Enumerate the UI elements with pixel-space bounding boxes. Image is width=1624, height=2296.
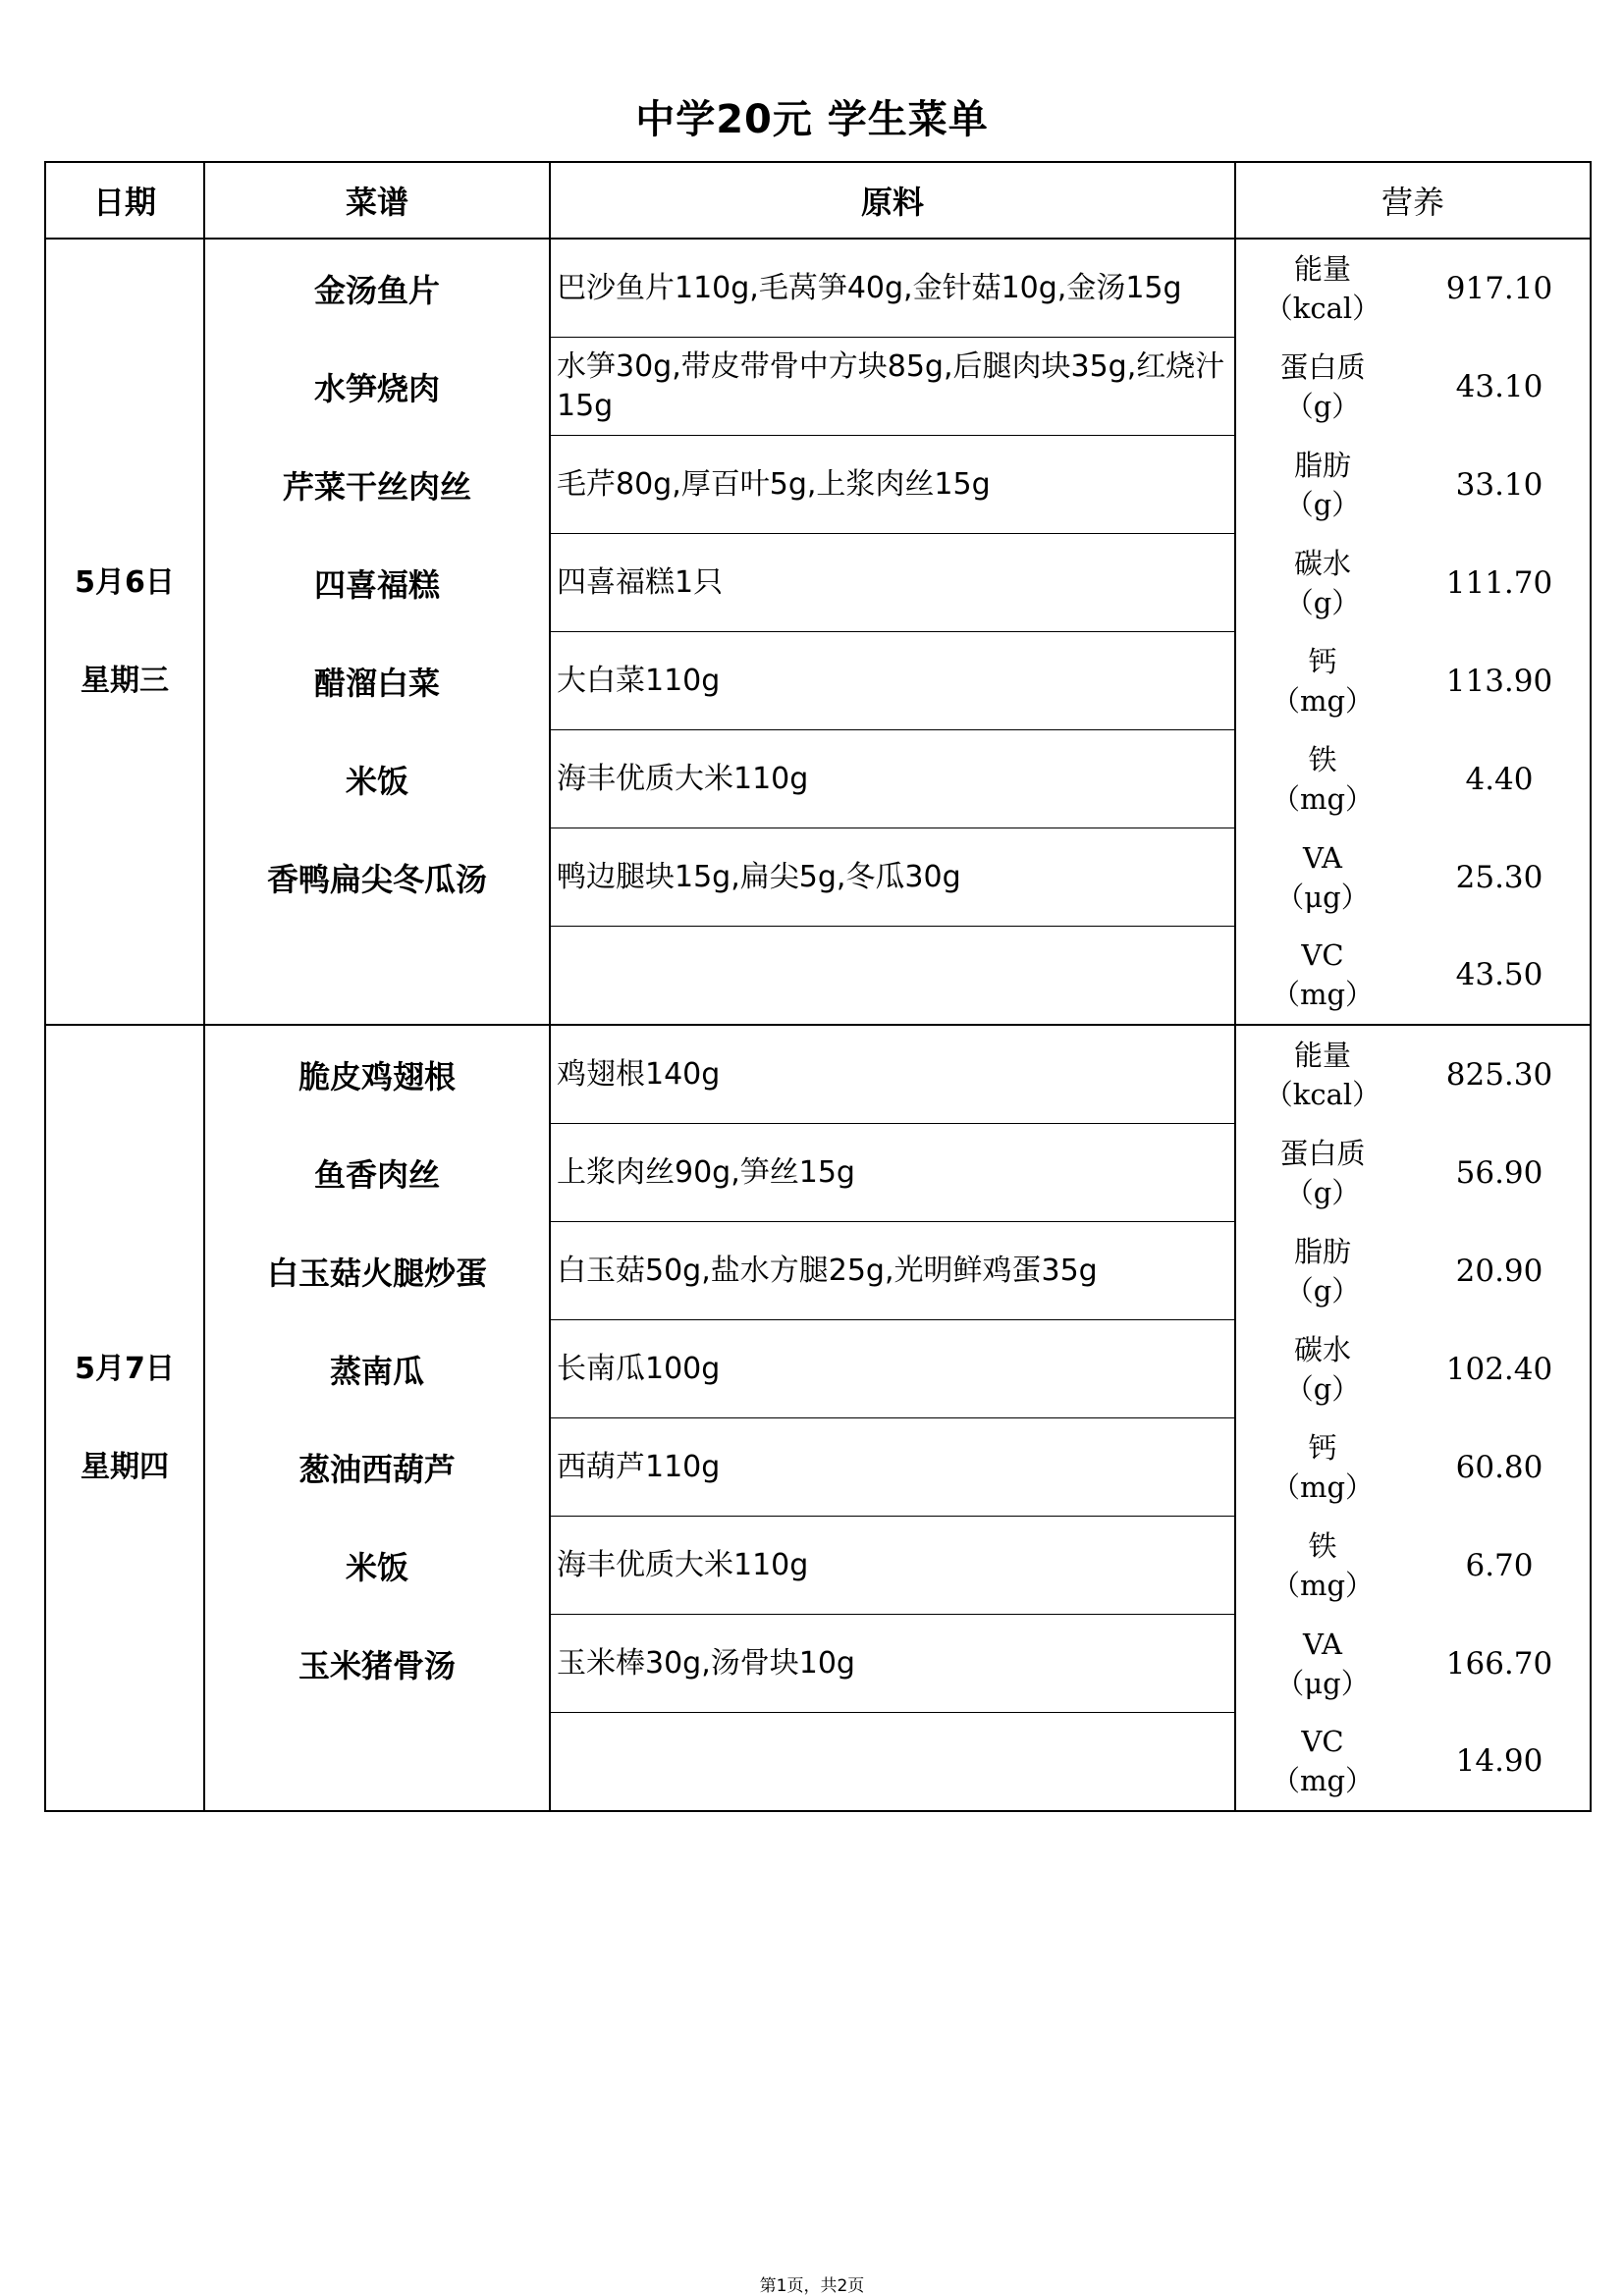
nutrient-label: [1236, 642, 1409, 721]
header-nutrition: 营养: [1235, 162, 1591, 239]
nutrient-label: [1236, 1232, 1409, 1310]
nutrient-name: 铁: [1308, 742, 1337, 776]
nutrition-cell: [1235, 1418, 1591, 1517]
table-row: [45, 239, 1591, 338]
nutrition-cell: [1235, 1615, 1591, 1713]
nutrient-name: VA: [1303, 1627, 1342, 1661]
nutrition-item: [1236, 1713, 1590, 1810]
ingredients-cell: [550, 1713, 1235, 1812]
ingredients-cell: 白玉菇50g,盐水方腿25g,光明鲜鸡蛋35g: [550, 1222, 1235, 1320]
dish-name: 葱油西葫芦: [204, 1418, 550, 1517]
nutrition-cell: [1235, 534, 1591, 632]
dish-name: 蒸南瓜: [204, 1320, 550, 1418]
header-row: [45, 162, 1591, 239]
table-row: [45, 534, 1591, 632]
ingredients-cell: 四喜福糕1只: [550, 534, 1235, 632]
nutrient-unit: （mg）: [1271, 1469, 1375, 1504]
nutrient-value: 102.40: [1445, 1351, 1553, 1387]
nutrient-unit: （kcal）: [1264, 291, 1381, 325]
weekday-label: 星期四: [81, 1449, 169, 1484]
ingredients-cell: 毛芹80g,厚百叶5g,上浆肉丝15g: [550, 436, 1235, 534]
nutrition-item: [1236, 338, 1590, 435]
nutrition-item: [1236, 927, 1590, 1024]
nutrient-unit: （kcal）: [1264, 1077, 1381, 1111]
nutrient-unit: （g）: [1284, 585, 1361, 619]
ingredients-cell: 鸭边腿块15g,扁尖5g,冬瓜30g: [550, 828, 1235, 927]
nutrition-item: [1236, 436, 1590, 533]
nutrient-label: [1236, 1134, 1409, 1212]
nutrient-value: 917.10: [1445, 270, 1553, 306]
table-row: [45, 338, 1591, 436]
nutrient-unit: （g）: [1284, 1371, 1361, 1406]
dish-name: 芹菜干丝肉丝: [204, 436, 550, 534]
nutrient-label: [1236, 740, 1409, 819]
date-label: 5月7日: [75, 1351, 175, 1386]
nutrient-label: [1236, 1330, 1409, 1409]
nutrition-item: [1236, 1124, 1590, 1221]
nutrient-value: 6.70: [1465, 1547, 1534, 1583]
nutrition-item: [1236, 1320, 1590, 1417]
dish-name: 水笋烧肉: [204, 338, 550, 436]
nutrient-unit: （g）: [1284, 389, 1361, 423]
ingredients-cell: 水笋30g,带皮带骨中方块85g,后腿肉块35g,红烧汁15g: [550, 338, 1235, 436]
nutrient-name: VA: [1303, 840, 1342, 875]
nutrition-cell: [1235, 632, 1591, 730]
dish-name: 鱼香肉丝: [204, 1124, 550, 1222]
table-row: [45, 1615, 1591, 1713]
nutrition-cell: [1235, 1222, 1591, 1320]
nutrient-name: 铁: [1308, 1528, 1337, 1563]
table-row: [45, 1418, 1591, 1517]
date-label: 5月6日: [75, 564, 175, 600]
nutrient-name: 蛋白质: [1279, 1136, 1366, 1170]
dish-name: 玉米猪骨汤: [204, 1615, 550, 1713]
nutrition-cell: [1235, 927, 1591, 1026]
table-row: [45, 1517, 1591, 1615]
nutrient-name: VC: [1301, 938, 1344, 973]
nutrient-unit: （mg）: [1271, 978, 1375, 1012]
nutrient-value: 14.90: [1455, 1743, 1543, 1780]
ingredients-cell: 海丰优质大米110g: [550, 730, 1235, 828]
weekday-label: 星期三: [81, 663, 169, 698]
nutrition-item: [1236, 1615, 1590, 1712]
header-ingredients: 原料: [550, 162, 1235, 239]
nutrient-value: 43.50: [1455, 957, 1543, 993]
nutrition-item: [1236, 1418, 1590, 1516]
nutrient-unit: （mg）: [1271, 1568, 1375, 1602]
nutrient-name: 钙: [1308, 1430, 1337, 1465]
dish-name: 四喜福糕: [204, 534, 550, 632]
nutrition-item: [1236, 1517, 1590, 1614]
ingredients-cell: 西葫芦110g: [550, 1418, 1235, 1517]
nutrition-item: [1236, 632, 1590, 729]
nutrient-value: 825.30: [1445, 1056, 1553, 1093]
nutrient-label: [1236, 1625, 1409, 1703]
nutrient-value: 166.70: [1445, 1645, 1553, 1682]
nutrient-unit: （μg）: [1275, 880, 1370, 914]
nutrient-value: 111.70: [1445, 564, 1553, 601]
dish-name: [204, 927, 550, 1026]
nutrient-label: [1236, 1526, 1409, 1605]
ingredients-cell: 长南瓜100g: [550, 1320, 1235, 1418]
nutrition-cell: [1235, 338, 1591, 436]
ingredients-cell: 巴沙鱼片110g,毛莴笋40g,金针菇10g,金汤15g: [550, 239, 1235, 338]
table-row: [45, 927, 1591, 1026]
ingredients-cell: 鸡翅根140g: [550, 1025, 1235, 1124]
table-row: [45, 632, 1591, 730]
nutrient-unit: （μg）: [1275, 1666, 1370, 1700]
dish-name: 白玉菇火腿炒蛋: [204, 1222, 550, 1320]
nutrition-item: [1236, 534, 1590, 631]
nutrient-name: 脂肪: [1293, 448, 1351, 482]
table-row: [45, 1025, 1591, 1124]
nutrient-label: [1236, 347, 1409, 426]
nutrient-value: 43.10: [1455, 368, 1543, 404]
dish-name: 醋溜白菜: [204, 632, 550, 730]
nutrition-cell: [1235, 828, 1591, 927]
nutrition-item: [1236, 240, 1590, 337]
nutrient-label: [1236, 249, 1409, 328]
header-dish: 菜谱: [204, 162, 550, 239]
ingredients-cell: 玉米棒30g,汤骨块10g: [550, 1615, 1235, 1713]
nutrition-item: [1236, 1222, 1590, 1319]
nutrient-value: 113.90: [1445, 663, 1553, 699]
ingredients-cell: 大白菜110g: [550, 632, 1235, 730]
page-title: 中学20元 学生菜单: [635, 97, 989, 142]
nutrient-name: 脂肪: [1293, 1234, 1351, 1268]
nutrient-name: 蛋白质: [1279, 349, 1366, 384]
page-footer: 第1页，共2页: [759, 2276, 865, 2296]
nutrition-cell: [1235, 436, 1591, 534]
dish-name: 香鸭扁尖冬瓜汤: [204, 828, 550, 927]
nutrition-cell: [1235, 1025, 1591, 1124]
ingredients-cell: 海丰优质大米110g: [550, 1517, 1235, 1615]
nutrient-name: 碳水: [1293, 1332, 1351, 1366]
nutrient-value: 56.90: [1455, 1154, 1543, 1191]
nutrition-cell: [1235, 239, 1591, 338]
nutrient-unit: （mg）: [1271, 1764, 1375, 1798]
nutrition-item: [1236, 730, 1590, 828]
date-cell: [45, 1025, 204, 1811]
nutrient-label: [1236, 1722, 1409, 1800]
nutrient-unit: （mg）: [1271, 781, 1375, 816]
nutrient-label: [1236, 838, 1409, 917]
menu-body: [45, 239, 1591, 1811]
nutrient-unit: （g）: [1284, 1175, 1361, 1209]
nutrient-value: 4.40: [1465, 761, 1534, 797]
ingredients-cell: [550, 927, 1235, 1026]
nutrient-value: 20.90: [1455, 1253, 1543, 1289]
table-row: [45, 1124, 1591, 1222]
nutrient-unit: （g）: [1284, 1273, 1361, 1308]
nutrient-name: VC: [1301, 1725, 1344, 1759]
nutrient-value: 60.80: [1455, 1449, 1543, 1485]
nutrient-value: 25.30: [1455, 859, 1543, 895]
nutrition-cell: [1235, 1320, 1591, 1418]
nutrient-unit: （mg）: [1271, 683, 1375, 718]
nutrition-item: [1236, 828, 1590, 926]
nutrient-unit: （g）: [1284, 487, 1361, 521]
dish-name: 米饭: [204, 1517, 550, 1615]
nutrient-name: 能量: [1293, 251, 1351, 286]
nutrient-label: [1236, 446, 1409, 524]
table-row: [45, 436, 1591, 534]
nutrition-cell: [1235, 1713, 1591, 1812]
dish-name: 金汤鱼片: [204, 239, 550, 338]
nutrition-cell: [1235, 1124, 1591, 1222]
nutrient-value: 33.10: [1455, 466, 1543, 503]
table-row: [45, 1320, 1591, 1418]
nutrient-name: 钙: [1308, 644, 1337, 678]
table-row: [45, 730, 1591, 828]
table-row: [45, 828, 1591, 927]
menu-table: [44, 161, 1592, 1812]
dish-name: 脆皮鸡翅根: [204, 1025, 550, 1124]
dish-name: [204, 1713, 550, 1812]
table-row: [45, 1222, 1591, 1320]
nutrient-label: [1236, 1036, 1409, 1114]
nutrient-name: 碳水: [1293, 546, 1351, 580]
date-cell: [45, 239, 204, 1025]
table-row: [45, 1713, 1591, 1812]
dish-name: 米饭: [204, 730, 550, 828]
header-date: 日期: [45, 162, 204, 239]
nutrient-label: [1236, 544, 1409, 622]
nutrient-label: [1236, 935, 1409, 1014]
nutrient-name: 能量: [1293, 1038, 1351, 1072]
ingredients-cell: 上浆肉丝90g,笋丝15g: [550, 1124, 1235, 1222]
nutrient-label: [1236, 1428, 1409, 1507]
nutrition-cell: [1235, 730, 1591, 828]
nutrition-item: [1236, 1026, 1590, 1123]
nutrition-cell: [1235, 1517, 1591, 1615]
